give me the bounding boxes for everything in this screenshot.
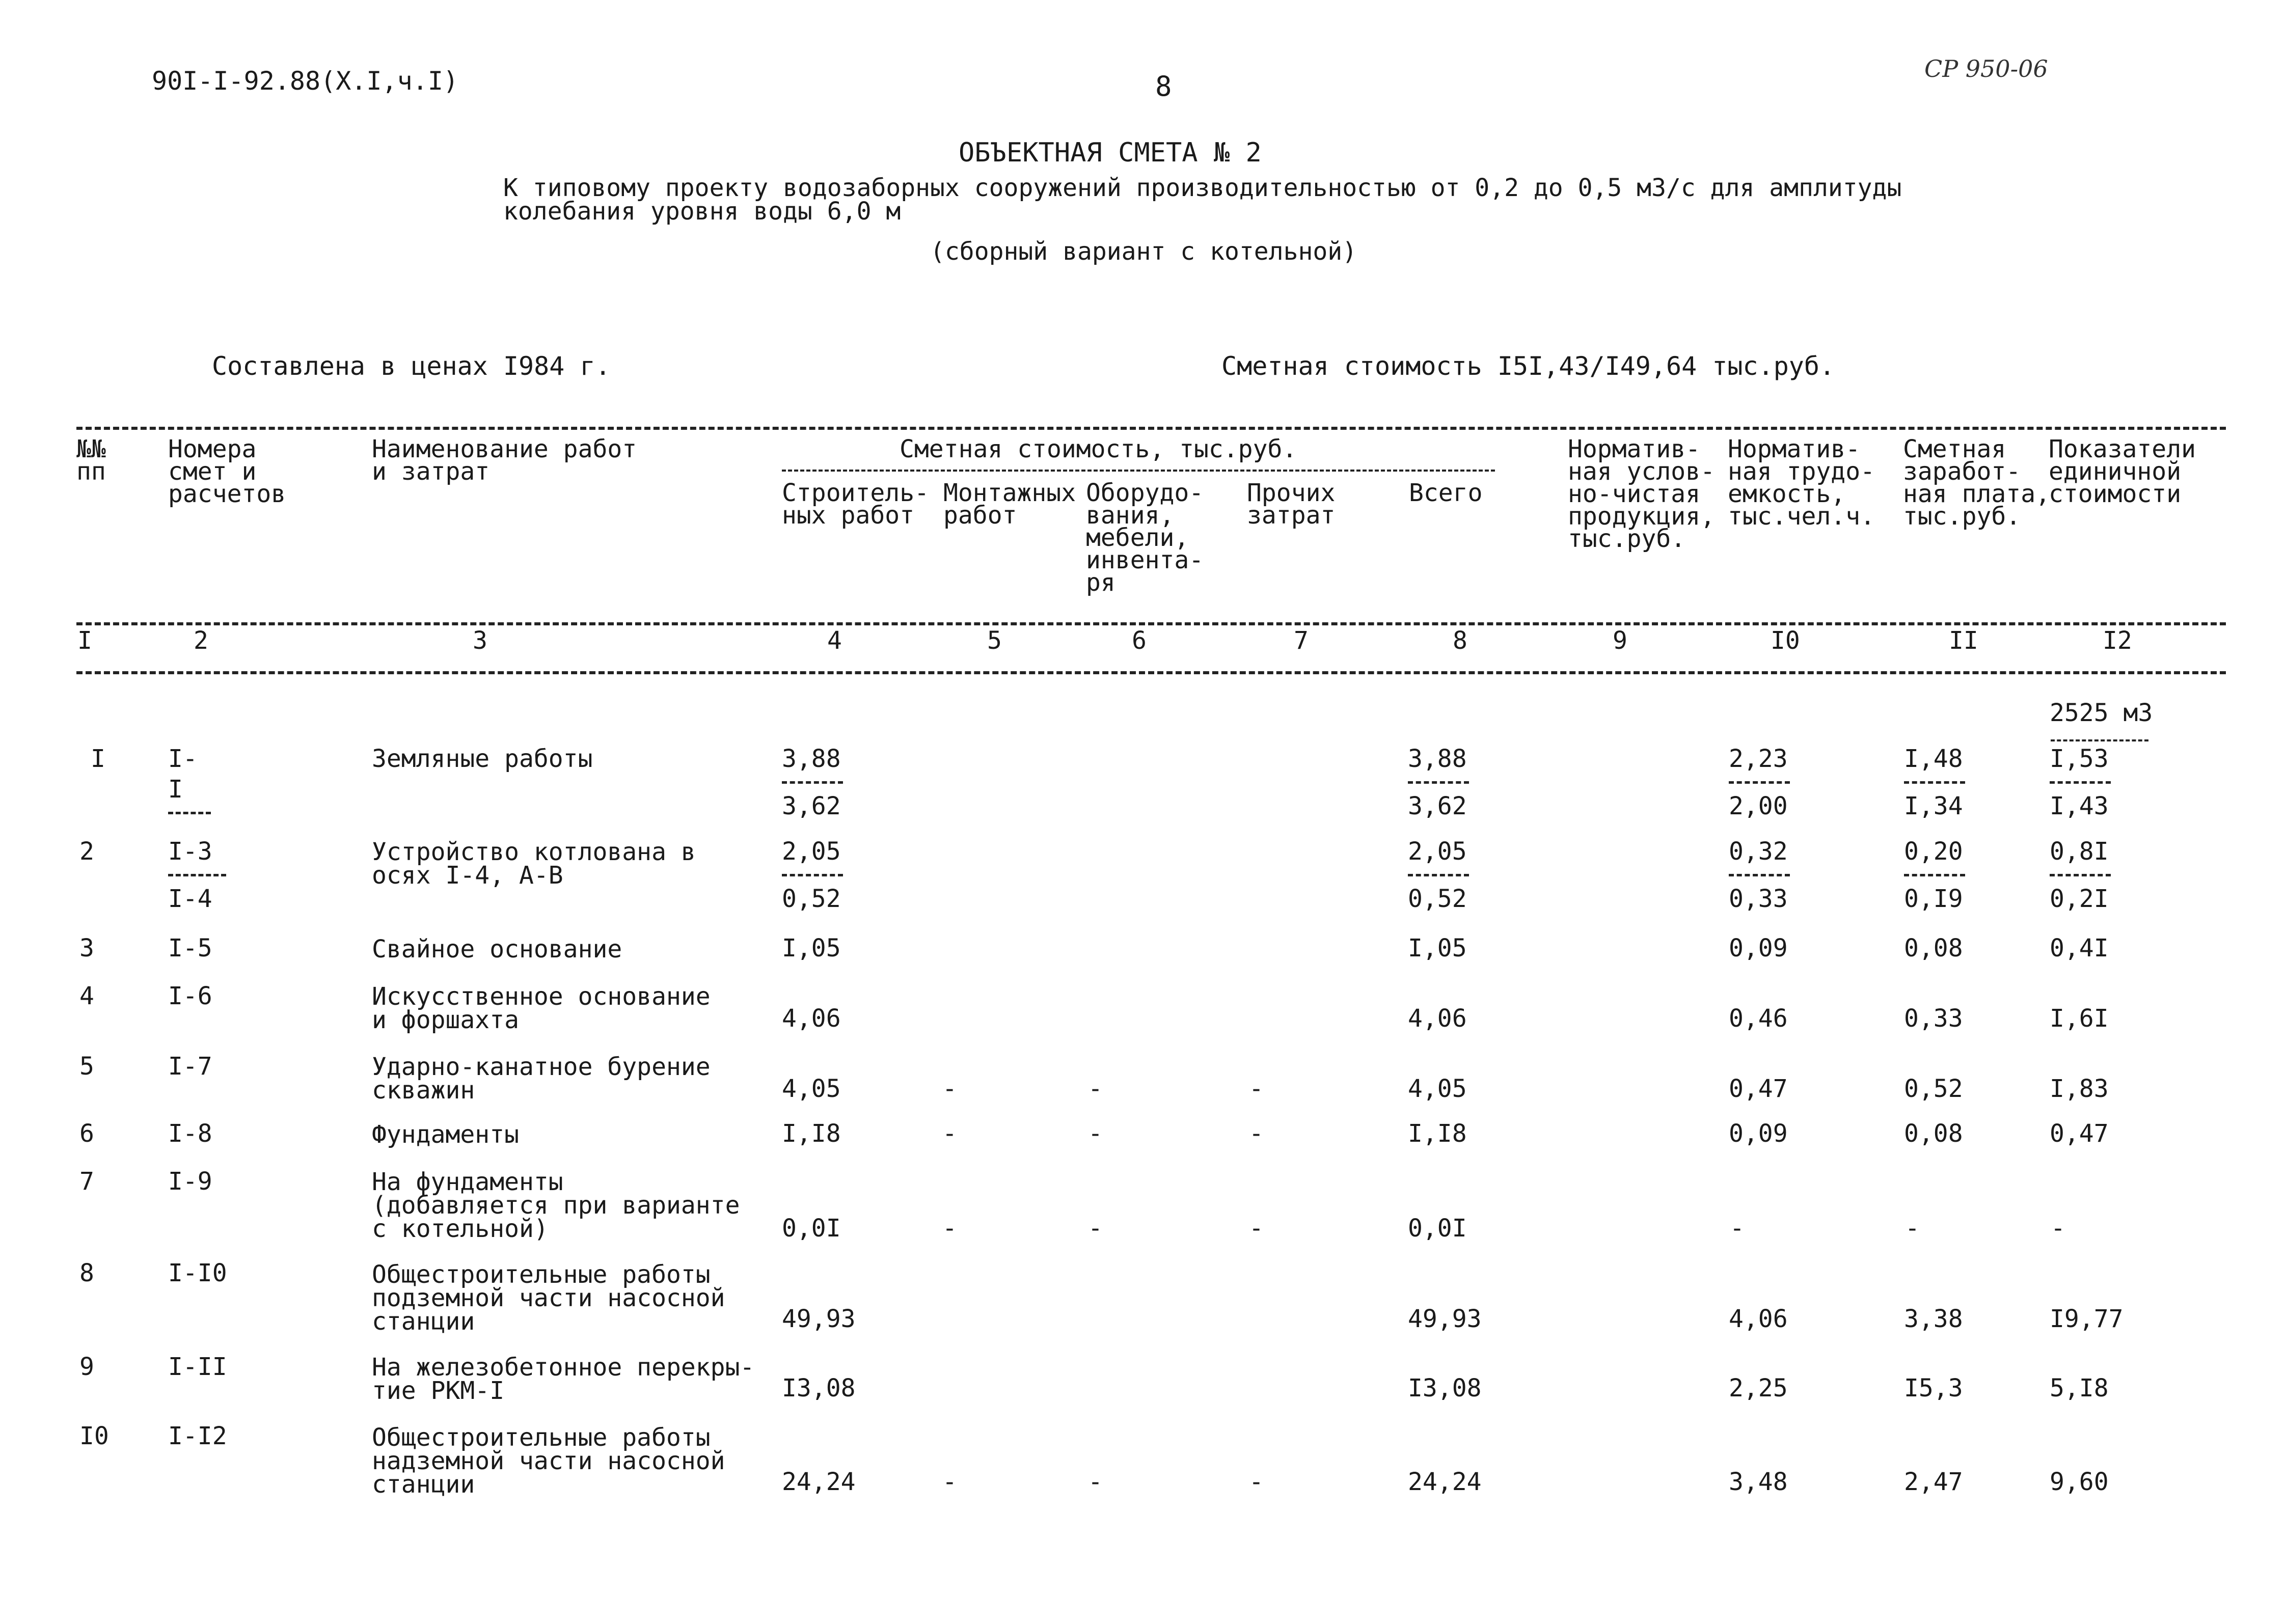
- row-name: Устройство котлована в осях I-4, А-В: [372, 838, 696, 890]
- cell-unit-cost: I,6I: [2050, 1004, 2109, 1033]
- cell-total: [1408, 744, 1469, 821]
- fraction-bar: [782, 781, 843, 784]
- cell-wages: I5,3: [1904, 1374, 1963, 1402]
- estimated-cost: Сметная стоимость I5I,43/I49,64 тыс.руб.: [1221, 351, 1835, 381]
- cell-unit-cost: 5,I8: [2050, 1374, 2109, 1402]
- cell-construction: [782, 744, 843, 821]
- document-title: ОБЪЕКТНАЯ СМЕТА № 2: [959, 137, 1262, 168]
- cell-unit-cost: [2050, 744, 2111, 821]
- page-number: 8: [1155, 70, 1172, 102]
- value-bottom: 0,33: [1729, 885, 1788, 913]
- cell-unit-cost: 9,60: [2050, 1468, 2109, 1496]
- cell-wages: [1904, 836, 1965, 914]
- fraction-bar: [782, 874, 843, 876]
- cell-total: [1408, 836, 1469, 914]
- header-estimate-codes: Номера смет и расчетов: [168, 435, 286, 508]
- header-col-installation: Монтажных работ: [943, 479, 1076, 530]
- fraction-bar: [1904, 781, 1965, 784]
- row-name: На фундаменты (добавляется при варианте с котельной): [372, 1168, 740, 1243]
- cell-labor: [1729, 744, 1790, 821]
- value-bottom: 0,2I: [2050, 885, 2109, 913]
- cell-construction: 49,93: [782, 1305, 856, 1333]
- prices-year: Составлена в ценах I984 г.: [212, 351, 611, 381]
- cell-construction: 0,0I: [782, 1214, 841, 1243]
- col-number: 9: [1613, 626, 1627, 655]
- header-row-number: №№ пп: [76, 435, 106, 486]
- row-code: I-6: [168, 982, 212, 1010]
- value-top: 2,05: [1408, 837, 1467, 866]
- unit-note-rule: [2051, 739, 2148, 741]
- cell-unit-cost: -: [2051, 1214, 2065, 1243]
- header-col-equipment: Оборудо- вания, мебели, инвента- ря: [1086, 479, 1204, 597]
- row-number: 2: [79, 837, 94, 866]
- value-top: I,53: [2050, 745, 2109, 773]
- row-code: I-5: [168, 934, 212, 962]
- cell-labor: 4,06: [1729, 1305, 1788, 1333]
- fraction-bar: [1408, 874, 1469, 876]
- row-number: 9: [79, 1353, 94, 1381]
- header-col-other: Прочих затрат: [1247, 479, 1336, 530]
- cell-labor: 0,47: [1729, 1075, 1788, 1103]
- value-bottom: 0,52: [782, 885, 841, 913]
- cell-wages: 0,33: [1904, 1004, 1963, 1033]
- header-cost-group: Сметная стоимость, тыс.руб.: [900, 435, 1297, 463]
- fraction-bar: [1729, 781, 1790, 784]
- row-name: Общестроительные работы надземной части насосной станции: [372, 1423, 725, 1499]
- cell-wages: 0,52: [1904, 1075, 1963, 1103]
- cell-construction: [782, 836, 843, 914]
- header-bottom-rule: [76, 671, 2226, 674]
- cell-labor: [1729, 836, 1790, 914]
- row-code-top: I-I: [168, 745, 198, 804]
- archive-stamp: СР 950-06: [1924, 55, 2048, 82]
- cell-labor: 0,09: [1729, 1119, 1788, 1148]
- cell-total: 4,06: [1408, 1004, 1467, 1033]
- cell-unit-cost: I,83: [2050, 1075, 2109, 1103]
- row-number: 6: [79, 1119, 94, 1148]
- unit-note: 2525 м3: [2050, 699, 2153, 727]
- row-number: 5: [79, 1052, 94, 1081]
- document-subtitle: К типовому проекту водозаборных сооружений производительностью от 0,2 до 0,5 м3/с для амплитуды колебания уровня воды 6,0 м: [503, 174, 1902, 226]
- row-code: I-I2: [168, 1422, 227, 1450]
- cell-other: -: [1249, 1214, 1264, 1243]
- col-number: 7: [1294, 626, 1309, 655]
- document-code: 90I-I-92.88(X.I,ч.I): [152, 66, 459, 96]
- cell-unit-cost: I9,77: [2050, 1305, 2124, 1333]
- cell-construction: I,05: [782, 934, 841, 962]
- row-name: Ударно-канатное бурение скважин: [372, 1053, 711, 1105]
- cell-installation: -: [942, 1075, 957, 1103]
- value-bottom: 3,62: [782, 792, 841, 820]
- cell-wages: 0,08: [1904, 934, 1963, 962]
- row-number: 8: [79, 1259, 94, 1287]
- header-col-wages: Сметная заработ- ная плата, тыс.руб.: [1903, 435, 2050, 531]
- cell-total: I,I8: [1408, 1119, 1467, 1148]
- row-code-bottom: I-4: [168, 885, 212, 913]
- row-number: 7: [79, 1167, 94, 1196]
- cell-other: -: [1249, 1119, 1264, 1148]
- cell-equipment: -: [1088, 1119, 1103, 1148]
- value-bottom: I,43: [2050, 792, 2109, 820]
- fraction-bar: [1408, 781, 1469, 784]
- value-bottom: 3,62: [1408, 792, 1467, 820]
- cell-unit-cost: 0,47: [2050, 1119, 2109, 1148]
- fraction-bar: [2050, 781, 2111, 784]
- row-name: Земляные работы: [372, 745, 593, 773]
- cell-wages: 2,47: [1904, 1468, 1963, 1496]
- cell-total: I3,08: [1408, 1374, 1482, 1402]
- col-number: 2: [194, 626, 208, 655]
- cell-construction: 4,05: [782, 1075, 841, 1103]
- row-code: I-9: [168, 1167, 212, 1196]
- row-number: I: [91, 745, 105, 773]
- cell-labor: 0,09: [1729, 934, 1788, 962]
- row-number: 4: [79, 982, 94, 1010]
- value-bottom: I,34: [1904, 792, 1963, 820]
- col-number: 5: [987, 626, 1002, 655]
- cell-installation: -: [942, 1119, 957, 1148]
- cell-construction: 24,24: [782, 1468, 856, 1496]
- row-code: I-8: [168, 1119, 212, 1148]
- row-name: Искусственное основание и форшахта: [372, 982, 711, 1034]
- value-top: 3,88: [782, 745, 841, 773]
- cell-construction: I3,08: [782, 1374, 856, 1402]
- cell-total: 4,05: [1408, 1075, 1467, 1103]
- row-name: Свайное основание: [372, 935, 622, 964]
- cell-total: 0,0I: [1408, 1214, 1467, 1243]
- col-number: 4: [827, 626, 842, 655]
- fraction-bar: [168, 812, 211, 814]
- value-top: 2,23: [1729, 745, 1788, 773]
- value-bottom: 0,52: [1408, 885, 1467, 913]
- row-name: На железобетонное перекры- тие РКМ-I: [372, 1353, 755, 1405]
- cell-construction: I,I8: [782, 1119, 841, 1148]
- cell-labor: -: [1730, 1214, 1745, 1243]
- cell-total: 49,93: [1408, 1305, 1482, 1333]
- cell-installation: -: [942, 1214, 957, 1243]
- value-top: 3,88: [1408, 745, 1467, 773]
- value-top: 0,32: [1729, 837, 1788, 866]
- header-col-labor: Норматив- ная трудо- емкость, тыс.чел.ч.: [1728, 435, 1875, 531]
- header-col-total: Всего: [1409, 479, 1483, 507]
- fraction-bar: [1904, 874, 1965, 876]
- cell-installation: -: [942, 1468, 957, 1496]
- col-number: 6: [1132, 626, 1147, 655]
- value-top: 2,05: [782, 837, 841, 866]
- row-name: Общестроительные работы подземной части насосной станции: [372, 1260, 725, 1336]
- col-number: 8: [1453, 626, 1467, 655]
- row-code: [168, 744, 211, 821]
- header-top-rule: [76, 427, 2226, 430]
- row-code: I-II: [168, 1353, 227, 1381]
- col-number: I: [77, 626, 92, 655]
- row-number: 3: [79, 934, 94, 962]
- cell-total: 24,24: [1408, 1468, 1482, 1496]
- col-number: I0: [1771, 626, 1800, 655]
- col-number: I2: [2103, 626, 2132, 655]
- cell-equipment: -: [1088, 1214, 1103, 1243]
- cell-wages: [1904, 744, 1965, 821]
- cell-other: -: [1249, 1468, 1264, 1496]
- row-code-top: I-3: [168, 837, 212, 866]
- cell-construction: 4,06: [782, 1004, 841, 1033]
- cell-labor: 0,46: [1729, 1004, 1788, 1033]
- fraction-bar: [168, 874, 226, 876]
- header-col-construction: Строитель- ных работ: [782, 479, 929, 530]
- variant-note: (сборный вариант с котельной): [930, 237, 1357, 266]
- cell-wages: 0,08: [1904, 1119, 1963, 1148]
- value-top: I,48: [1904, 745, 1963, 773]
- header-work-names: Наименование работ и затрат: [372, 435, 637, 486]
- row-name: Фундаменты: [372, 1120, 519, 1149]
- cell-total: I,05: [1408, 934, 1467, 962]
- cell-wages: 3,38: [1904, 1305, 1963, 1333]
- col-number: 3: [473, 626, 487, 655]
- fraction-bar: [1729, 874, 1790, 876]
- cell-unit-cost: 0,4I: [2050, 934, 2109, 962]
- cell-wages: -: [1905, 1214, 1920, 1243]
- cell-equipment: -: [1088, 1468, 1103, 1496]
- header-group-rule: [782, 470, 1495, 472]
- value-top: 0,8I: [2050, 837, 2109, 866]
- row-code: I-I0: [168, 1259, 227, 1287]
- cell-unit-cost: [2050, 836, 2111, 914]
- value-top: 0,20: [1904, 837, 1963, 866]
- value-bottom: 2,00: [1729, 792, 1788, 820]
- cell-other: -: [1249, 1075, 1264, 1103]
- header-col-unit-cost: Показатели единичной стоимости: [2049, 435, 2196, 508]
- value-bottom: 0,I9: [1904, 885, 1963, 913]
- row-code: [168, 836, 226, 914]
- cell-labor: 2,25: [1729, 1374, 1788, 1402]
- col-number: II: [1949, 626, 1978, 655]
- cell-labor: 3,48: [1729, 1468, 1788, 1496]
- row-code: I-7: [168, 1052, 212, 1081]
- fraction-bar: [2050, 874, 2111, 876]
- cell-equipment: -: [1088, 1075, 1103, 1103]
- row-number: I0: [79, 1422, 109, 1450]
- header-mid-rule: [76, 622, 2226, 625]
- header-col-net-production: Норматив- ная услов- но-чистая продукция, тыс.руб.: [1568, 435, 1715, 553]
